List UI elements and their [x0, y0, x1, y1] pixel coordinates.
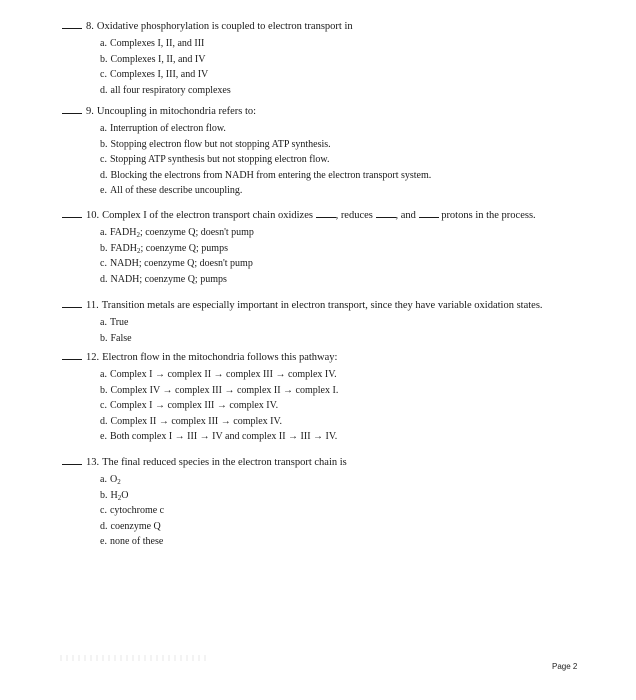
question-number: 9. [86, 106, 94, 117]
option-b: b. Complexes I, II, and IV [100, 53, 206, 65]
question-number: 12. [86, 352, 100, 363]
question-text: Electron flow in the mitochondria follows this pathway: [102, 352, 338, 363]
question-text: Transition metals are especially important in electron transport, since they have variable oxidation states. [101, 300, 543, 311]
question-text: Uncoupling in mitochondria refers to: [96, 106, 257, 117]
question-number: 11. [86, 300, 99, 311]
fill-blank-3[interactable] [419, 208, 439, 218]
option-c: c. Complex I → complex III → complex IV. [100, 400, 279, 411]
option-b: b. Complex IV → complex III → complex II → complex I. [100, 384, 339, 396]
question-text: The final reduced species in the electron transport chain is [102, 457, 347, 468]
question-10 [62, 207, 622, 287]
question-11 [62, 297, 622, 346]
option-b: b. $H_2O$ [100, 489, 129, 502]
option-d: d. all four respiratory complexes [100, 84, 231, 96]
answer-blank[interactable] [62, 18, 82, 29]
question-13 [62, 454, 622, 550]
option-c: c. NADH; coenzyme Q; doesn't pump [100, 258, 253, 269]
question-stem [62, 103, 622, 119]
option-a: a. Interruption of electron flow. [100, 123, 226, 134]
options-list [100, 472, 622, 550]
option-b: b. $FADH_2$; coenzyme Q; pumps [100, 242, 228, 255]
option-d: d. NADH; coenzyme Q; pumps [100, 273, 227, 285]
question-text-part-4: protons in the process. [441, 210, 536, 221]
options-list [100, 367, 622, 445]
option-d: d. Complex II → complex III → complex IV. [100, 415, 282, 427]
options-list [100, 225, 622, 287]
option-e: e. Both complex I → III → IV and complex II → III → IV. [100, 431, 338, 442]
question-text: Oxidative phosphorylation is coupled to electron transport in [96, 21, 353, 32]
question-8 [62, 18, 622, 98]
options-list [100, 36, 622, 98]
option-e: e. none of these [100, 536, 164, 547]
question-text-part-3: , and [395, 210, 416, 221]
option-a: a. $O_2$ [100, 474, 121, 486]
question-stem [62, 297, 622, 313]
question-text-part-2: , reduces [335, 210, 373, 221]
question-stem [62, 349, 622, 365]
fill-blank-1[interactable] [316, 208, 336, 218]
question-12 [62, 349, 622, 445]
option-c: c. Complexes I, III, and IV [100, 69, 209, 80]
answer-blank[interactable] [62, 454, 82, 465]
option-c: c. Stopping ATP synthesis but not stopping electron flow. [100, 154, 330, 165]
options-list [100, 315, 622, 346]
option-b: b. Stopping electron flow but not stopping ATP synthesis. [100, 138, 331, 150]
option-e: e. All of these describe uncoupling. [100, 185, 243, 196]
option-a: a. Complex I → complex II → complex III → complex IV. [100, 369, 337, 380]
option-b: b. False [100, 332, 132, 344]
option-a: a. Complexes I, II, and III [100, 38, 205, 49]
fill-blank-2[interactable] [376, 208, 396, 218]
answer-blank[interactable] [62, 349, 82, 360]
question-stem [62, 18, 622, 34]
question-text-part-1: Complex I of the electron transport chain oxidizes [102, 210, 313, 221]
option-d: d. Blocking the electrons from NADH from entering the electron transport system. [100, 169, 432, 181]
answer-blank[interactable] [62, 207, 82, 218]
question-number: 10. [86, 210, 100, 221]
page-number: Page 2 [552, 662, 578, 671]
answer-blank[interactable] [62, 103, 82, 114]
question-stem [62, 454, 622, 470]
question-9 [62, 103, 622, 199]
option-a: a. True [100, 317, 129, 328]
option-d: d. coenzyme Q [100, 520, 161, 532]
question-number: 8. [86, 21, 94, 32]
option-a: a. $FADH_2$; coenzyme Q; doesn't pump [100, 227, 254, 239]
answer-blank[interactable] [62, 297, 82, 308]
question-stem [62, 207, 622, 223]
option-c: c. cytochrome c [100, 505, 165, 516]
question-number: 13. [86, 457, 100, 468]
options-list [100, 121, 622, 199]
scan-artifact [60, 655, 210, 661]
